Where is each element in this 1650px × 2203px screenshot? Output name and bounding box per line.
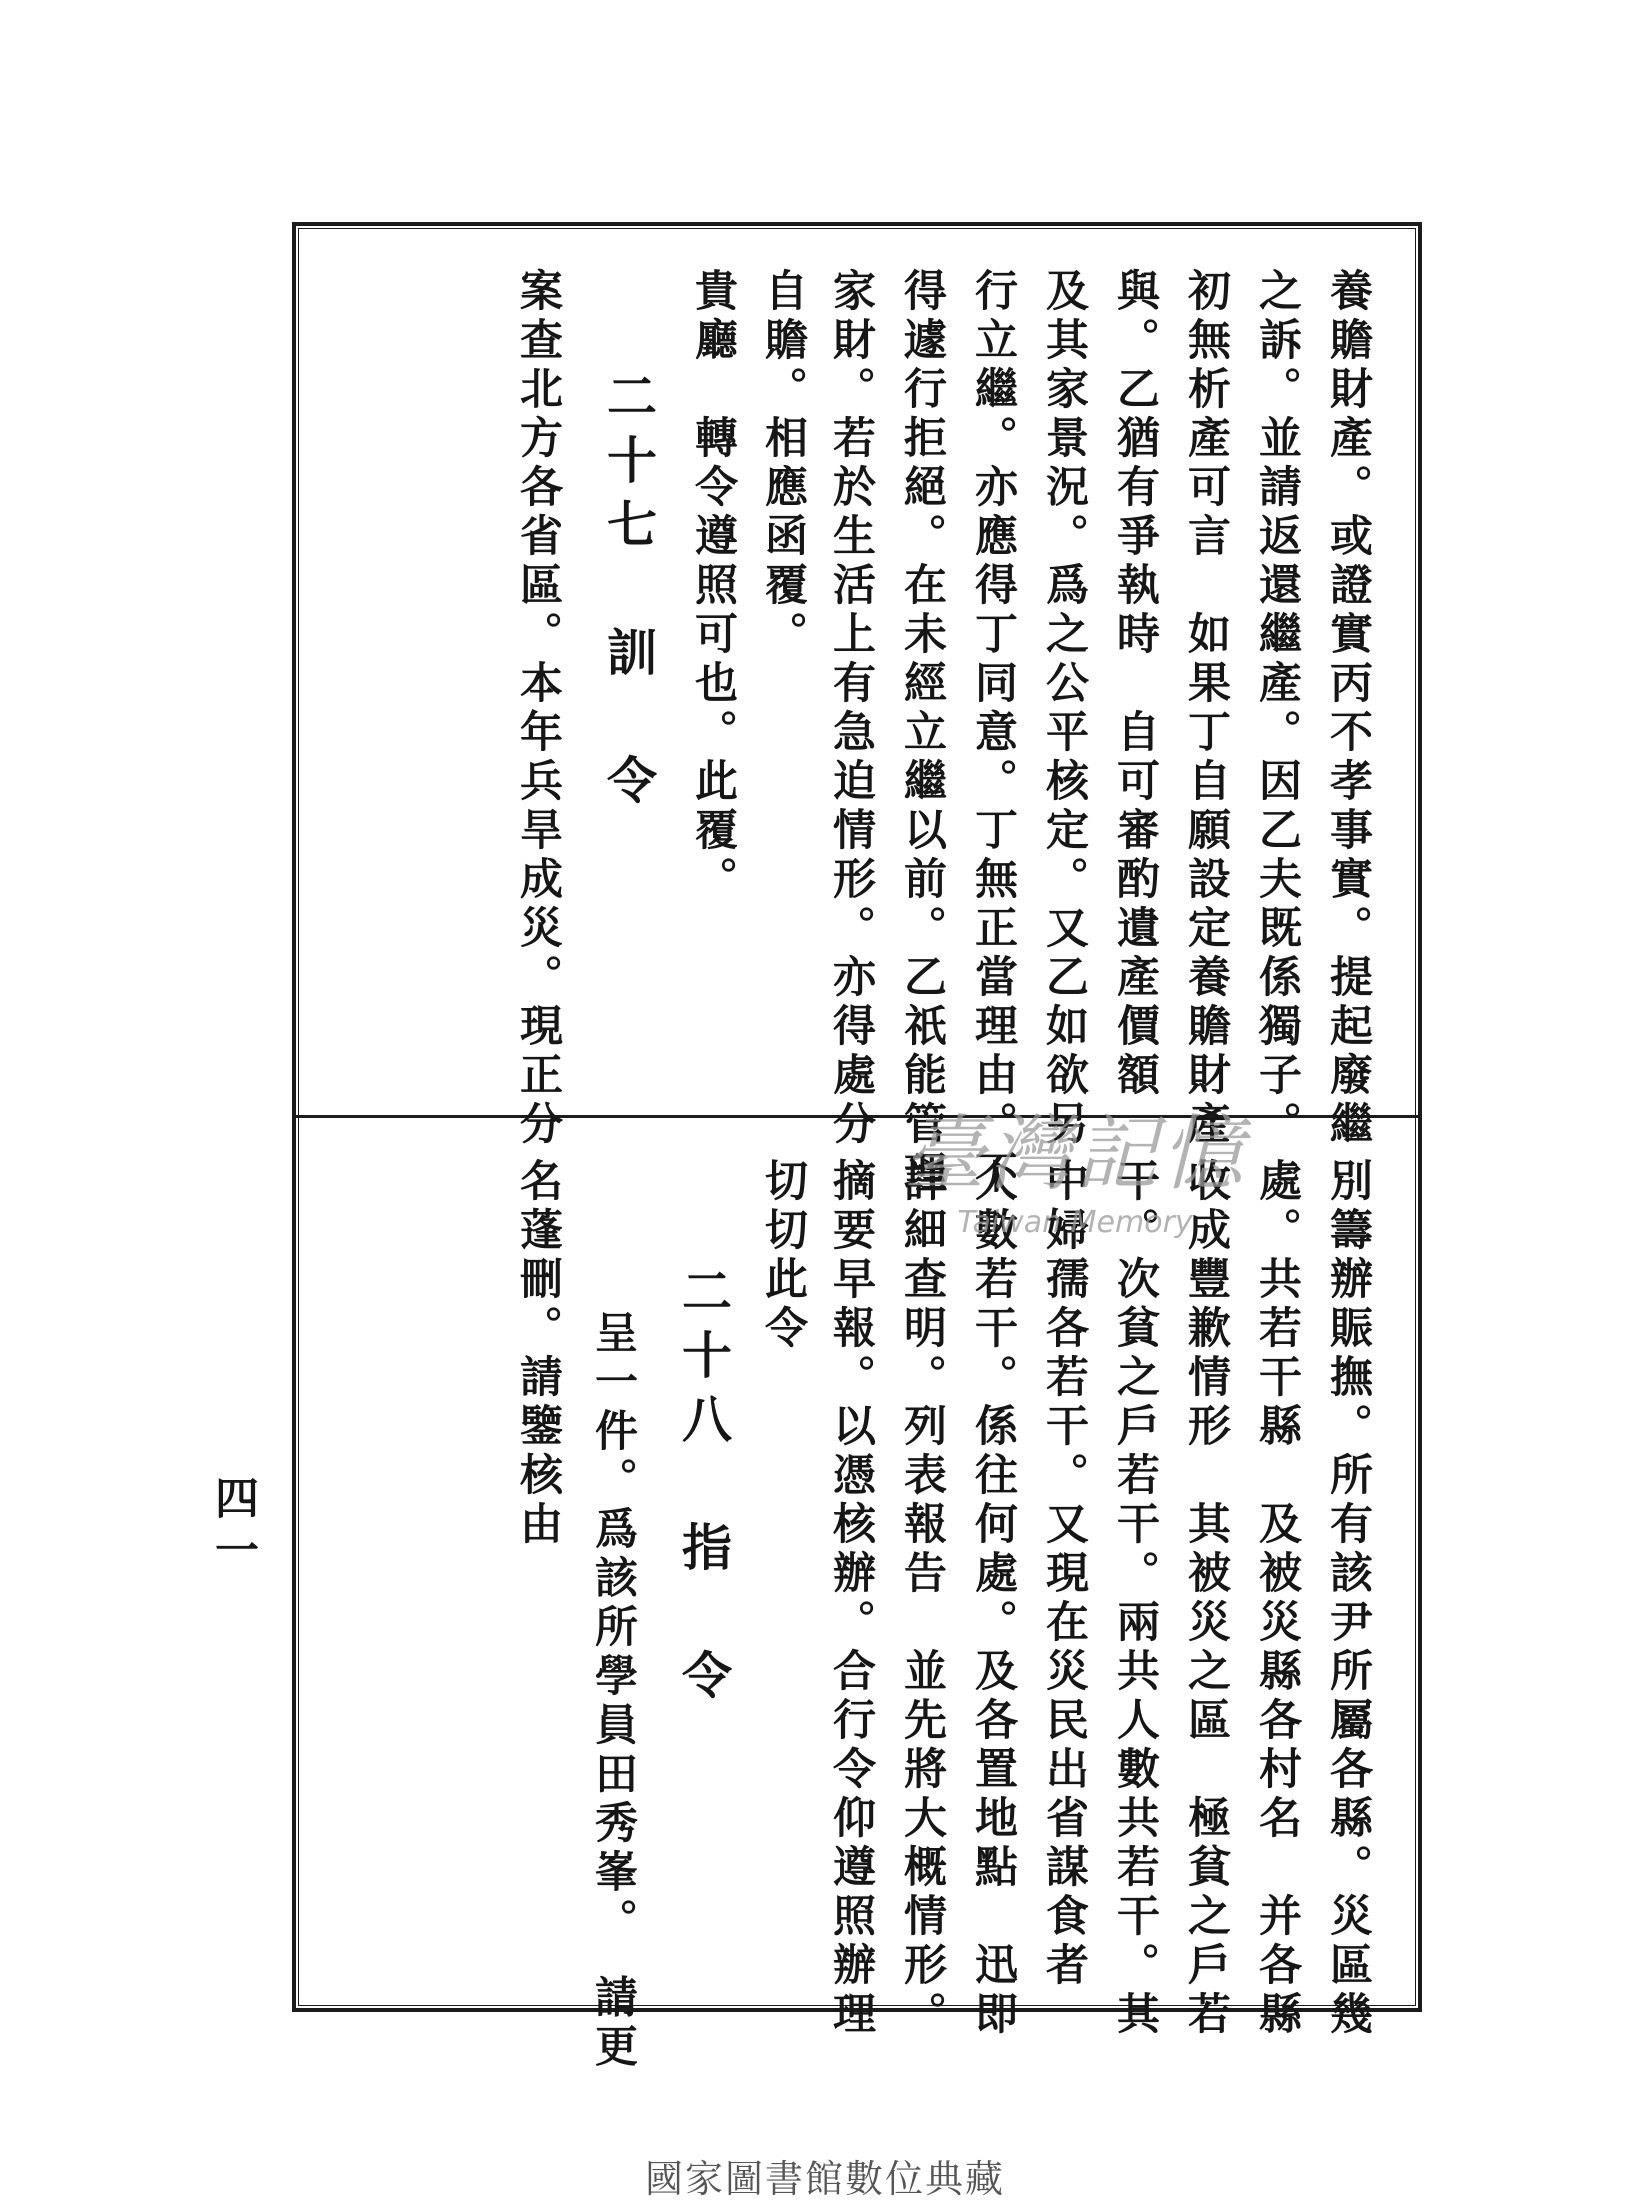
section-heading-28: 二十八 指 令 (674, 1265, 733, 1713)
lower-text-column: 收成豐歉情形 其被災之區 極貧之戶若 (1181, 1158, 1231, 2040)
upper-text-column: 案查北方各省區。本年兵旱成災。現正分 (513, 268, 563, 1150)
watermark-english: Taiwan Memory (957, 1205, 1193, 1240)
upper-text-column: 初無析產可言 如果丁自願設定養贍財產 (1181, 268, 1231, 1150)
library-footer: 國家圖書館數位典藏 (644, 2157, 1005, 2201)
lower-text-column: 名蓬刪。請鑒核由 (513, 1158, 563, 1550)
watermark-chinese: 臺灣記憶 (903, 1107, 1247, 1202)
lower-text-column: 詳細查明。列表報告 並先將大概情形。 (897, 1158, 947, 2040)
upper-text-column: 貴廳 轉令遵照可也。此覆。 (688, 268, 738, 905)
upper-text-column: 行立繼。亦應得丁同意。丁無正當理由。不 (968, 268, 1018, 1199)
upper-text-column: 得遽行拒絕。在未經立繼以前。乙祇能管理 (897, 268, 947, 1199)
lower-text-column: 呈一件。爲該所學員田秀峯。 請更 (588, 1310, 638, 2073)
upper-text-column: 之訴。並請返還繼產。因乙夫既係獨子。 (1252, 268, 1302, 1150)
lower-text-column: 干。次貧之戶若干。兩共人數共若干。其 (1110, 1158, 1160, 2040)
upper-text-column: 家財。若於生活上有急迫情形。亦得處分 (826, 268, 876, 1150)
lower-text-column: 別籌辦賑撫。所有該尹所屬各縣。災區幾 (1323, 1158, 1373, 2040)
lower-text-column: 切切此令 (758, 1158, 808, 1354)
page-number: 四一 (207, 1475, 258, 1579)
upper-text-column: 自贍。相應函覆。 (758, 268, 808, 660)
lower-text-column: 摘要早報。以憑核辦。合行令仰遵照辦理 (826, 1158, 876, 2040)
watermark-logo (840, 1105, 1310, 1275)
lower-text-column: 人數若干。係往何處。及各置地點 迅即 (968, 1158, 1018, 2040)
lower-text-column: 中婦孺各若干。又現在災民出省謀食者 (1039, 1158, 1089, 1991)
upper-text-column: 養贍財產。或證實丙不孝事實。提起廢繼 (1323, 268, 1373, 1150)
lower-text-column: 處。共若干縣 及被災縣各村名 并各縣 (1252, 1158, 1302, 2040)
upper-text-column: 及其家景況。爲之公平核定。又乙如欲另 (1039, 268, 1089, 1150)
upper-text-column: 與。乙猶有爭執時 自可審酌遺產價額 (1110, 268, 1160, 1101)
section-heading-27: 二十七 訓 令 (599, 370, 658, 818)
